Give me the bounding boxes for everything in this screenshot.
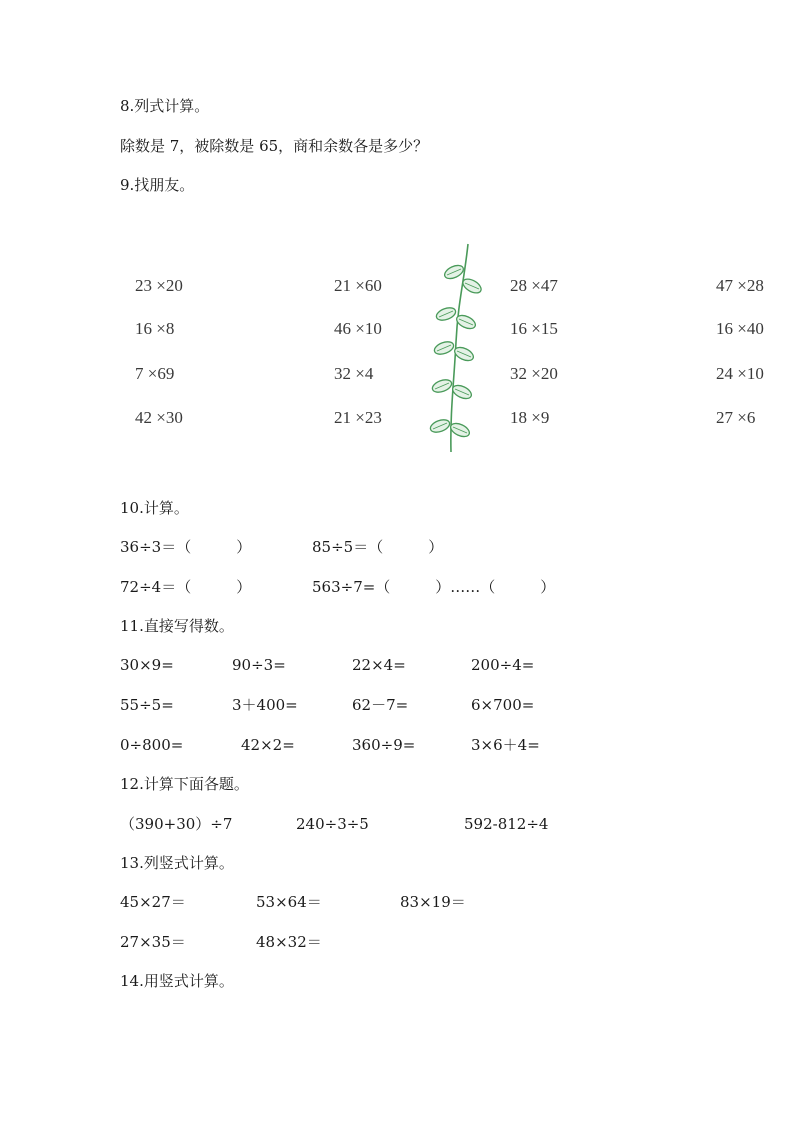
q11-r3-c3: 360÷9= xyxy=(352,736,416,754)
vine-illustration xyxy=(420,242,490,454)
q8-text: 除数是 7，被除数是 65，商和余数各是多少？ xyxy=(120,137,429,155)
q10-item-1: 36÷3＝（ ） xyxy=(120,538,252,556)
q9-title: 9.找朋友。 xyxy=(120,176,195,194)
q11-r3-c1: 0÷800= xyxy=(120,736,184,754)
expr-right-1-4: 18 ×9 xyxy=(510,408,550,427)
q14-title: 14.用竖式计算。 xyxy=(120,972,234,990)
q11-r1-c3: 22×4= xyxy=(352,656,406,674)
q11-r3-c2: 42×2= xyxy=(241,736,295,754)
q10-item-4: 563÷7=（ ）……（ ） xyxy=(312,578,556,596)
q13-r1-c1: 45×27＝ xyxy=(120,893,186,911)
expr-right-2-1: 47 ×28 xyxy=(716,276,764,295)
q10-item-3: 72÷4＝（ ） xyxy=(120,578,252,596)
q13-title: 13.列竖式计算。 xyxy=(120,854,234,872)
q11-r2-c3: 62－7= xyxy=(352,696,409,714)
q12-item-3: 592-812÷4 xyxy=(464,815,549,833)
q12-item-2: 240÷3÷5 xyxy=(296,815,369,833)
expr-left-1-3: 7 ×69 xyxy=(135,364,175,383)
q11-r2-c4: 6×700= xyxy=(471,696,535,714)
expr-left-2-3: 32 ×4 xyxy=(334,364,374,383)
q13-r1-c3: 83×19＝ xyxy=(400,893,466,911)
expr-left-1-2: 16 ×8 xyxy=(135,319,175,338)
q11-r2-c1: 55÷5= xyxy=(120,696,174,714)
expr-right-2-3: 24 ×10 xyxy=(716,364,764,383)
expr-right-2-2: 16 ×40 xyxy=(716,319,764,338)
q8-title: 8.列式计算。 xyxy=(120,97,210,115)
q11-r3-c4: 3×6＋4= xyxy=(471,736,540,754)
q11-title: 11.直接写得数。 xyxy=(120,617,234,635)
expr-left-2-2: 46 ×10 xyxy=(334,319,382,338)
q10-title: 10.计算。 xyxy=(120,499,189,517)
expr-right-1-3: 32 ×20 xyxy=(510,364,558,383)
q11-r2-c2: 3＋400= xyxy=(232,696,298,714)
q13-r2-c1: 27×35＝ xyxy=(120,933,186,951)
expr-right-1-2: 16 ×15 xyxy=(510,319,558,338)
q13-r2-c2: 48×32＝ xyxy=(256,933,322,951)
expr-left-1-4: 42 ×30 xyxy=(135,408,183,427)
expr-right-1-1: 28 ×47 xyxy=(510,276,558,295)
expr-left-1-1: 23 ×20 xyxy=(135,276,183,295)
q12-item-1: （390+30）÷7 xyxy=(120,815,233,833)
q11-r1-c4: 200÷4= xyxy=(471,656,535,674)
q12-title: 12.计算下面各题。 xyxy=(120,775,249,793)
q11-r1-c2: 90÷3= xyxy=(232,656,286,674)
expr-left-2-4: 21 ×23 xyxy=(334,408,382,427)
expr-right-2-4: 27 ×6 xyxy=(716,408,756,427)
q10-item-2: 85÷5＝（ ） xyxy=(312,538,444,556)
q13-r1-c2: 53×64＝ xyxy=(256,893,322,911)
expr-left-2-1: 21 ×60 xyxy=(334,276,382,295)
q11-r1-c1: 30×9= xyxy=(120,656,174,674)
